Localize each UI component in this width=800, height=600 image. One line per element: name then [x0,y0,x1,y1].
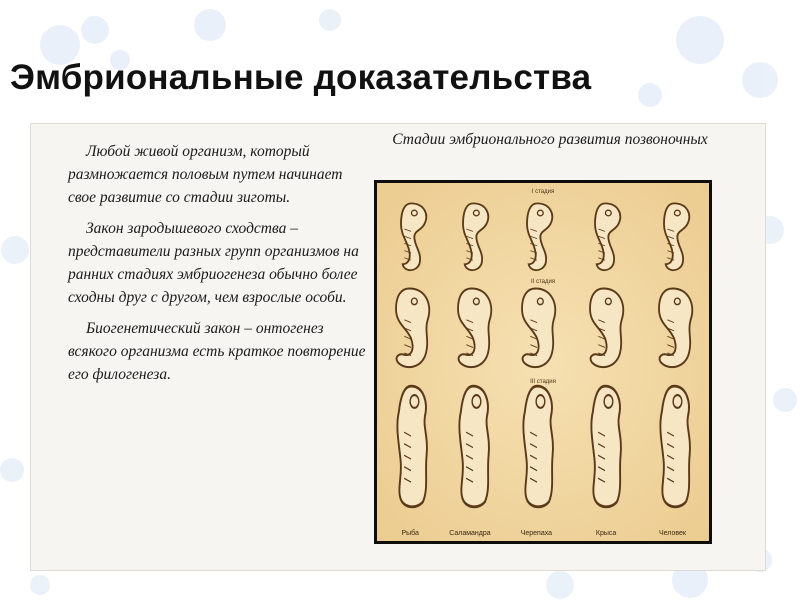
embryo-human-stage-2 [649,283,699,375]
biogenetic-law-paragraph: Биогенетический закон – онтогенез всякого организма есть краткое повторение его филогенеза. [68,320,366,383]
embryo-rat-stage-2 [580,283,630,375]
embryo-stages-figure [374,180,712,544]
embryo-similarity-law-paragraph: Закон зародышевого сходства – представители разных групп организмов на ранних стадиях эмбриогенеза обычно более сходны друг с другом, чем взрослые особи. [68,220,359,306]
embryo-salamander-stage-3 [447,381,499,509]
embryo-salamander-stage-1 [448,197,498,277]
stage-label-3: III стадия [530,379,556,385]
embryo-plate [377,183,709,541]
embryo-human-stage-3 [648,381,700,509]
embryo-fish-stage-3 [385,381,437,509]
text-column [68,140,368,394]
embryo-turtle-stage-1 [512,197,562,277]
embryo-fish-stage-2 [386,283,436,375]
species-label-fish: Рыба [401,530,419,537]
species-label-turtle: Черепаха [520,530,553,537]
stage-label-2: II стадия [530,279,556,285]
embryo-turtle-stage-3 [511,381,563,509]
zygote-paragraph: Любой живой организм, который размножается половым путем начинает свое развитие со стадии зиготы. [68,143,343,206]
slide-title: Эмбриональные доказательства [10,58,592,97]
embryo-rat-stage-1 [580,197,630,277]
embryo-turtle-stage-2 [512,283,562,375]
species-label-rat: Крыса [595,530,617,537]
stage-label-1: I стадия [531,189,555,195]
species-label-salamander: Саламандра [449,530,491,537]
embryo-rat-stage-3 [579,381,631,509]
embryo-human-stage-1 [649,197,699,277]
embryo-fish-stage-1 [386,197,436,277]
species-label-human: Человек [658,530,686,537]
figure-caption: Стадии эмбрионального развития позвоночных [392,131,708,148]
embryo-salamander-stage-2 [448,283,498,375]
